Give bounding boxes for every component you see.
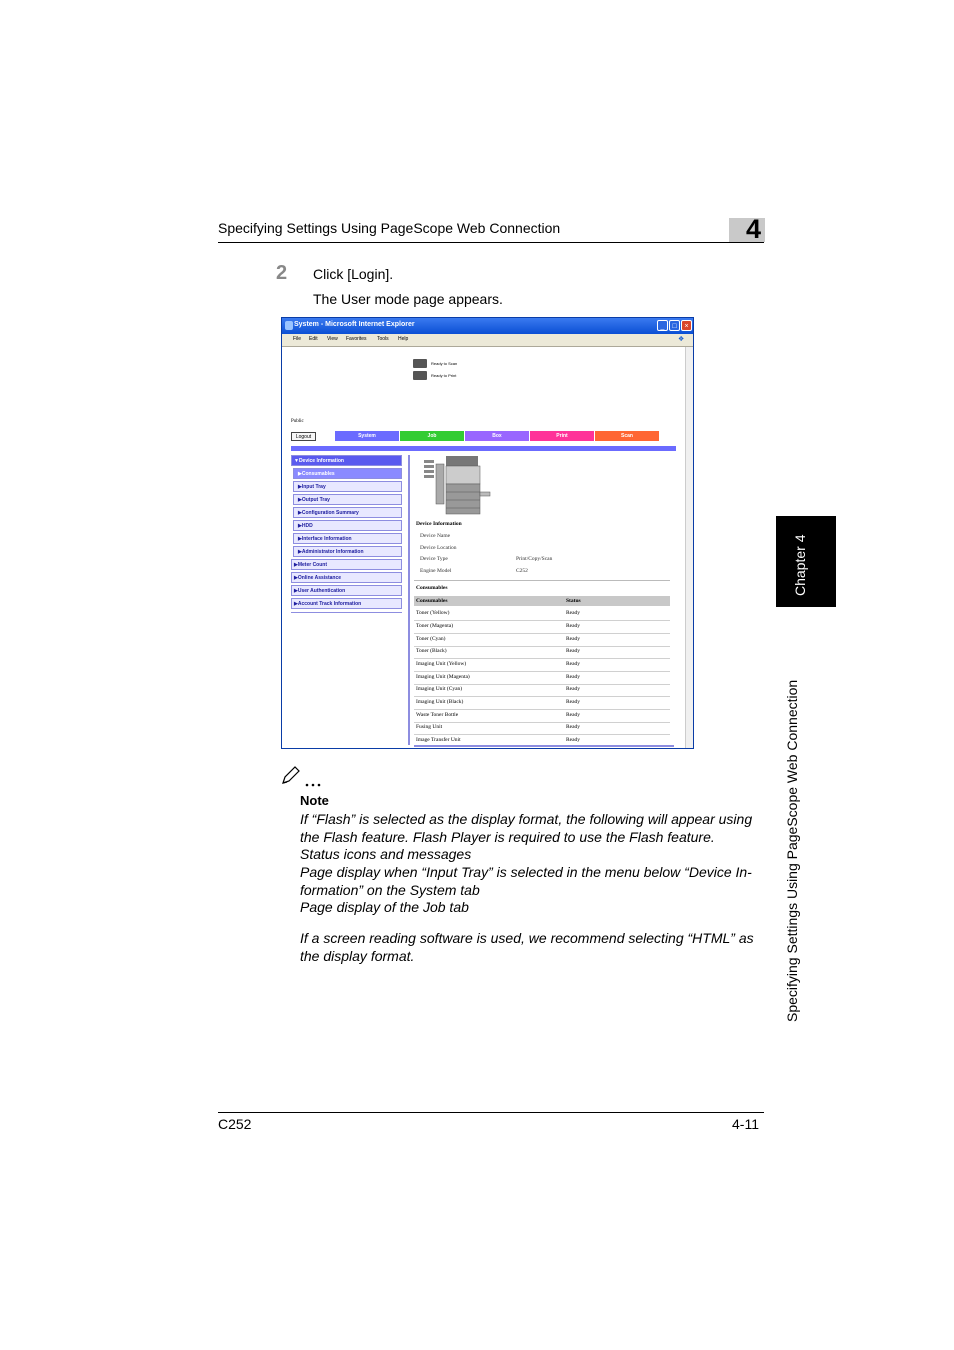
row-divider [414,722,670,723]
table-cell-status: Ready [566,636,581,642]
note-item-status-icons: Status icons and messages [300,846,472,862]
tab-system[interactable]: System [335,431,399,441]
step-number: 2 [276,262,288,284]
logout-button[interactable]: Logout [291,432,316,441]
browser-screenshot [281,317,694,749]
engine-model-value: C252 [516,568,528,574]
step-text: Click [Login]. [313,266,394,282]
note-pencil-icon [281,765,325,787]
table-row: Imaging Unit (Magenta) [416,674,470,680]
column-header-consumables: Consumables [416,598,448,604]
status-scan: Ready to Scan [431,361,458,366]
sidebar-item-meter-count[interactable]: ▶Meter Count [291,559,402,570]
sidebar-item-configuration-summary[interactable]: ▶Configuration Summary [293,507,402,518]
sidebar-item-device-information[interactable]: ▼Device Information [291,455,402,466]
device-info-rule [414,580,670,581]
column-header-status: Status [566,598,581,604]
table-row: Toner (Magenta) [416,623,454,629]
maximize-button[interactable]: □ [669,320,680,331]
table-row: Toner (Cyan) [416,636,446,642]
page-content [282,347,685,748]
scanner-icon [413,359,427,368]
table-cell-status: Ready [566,648,581,654]
table-cell-status: Ready [566,610,581,616]
vertical-scrollbar[interactable] [685,347,693,748]
ie-icon [285,321,293,330]
table-row: Imaging Unit (Yellow) [416,661,467,667]
copier-illustration [422,454,492,520]
row-divider [414,671,670,672]
tab-underline-bar [291,446,676,451]
chapter-side-label: Chapter 4 [792,534,808,596]
menu-help[interactable]: Help [398,336,409,342]
row-divider [414,696,670,697]
table-cell-status: Ready [566,724,581,730]
note-item-job-tab: Page display of the Job tab [300,899,469,915]
table-cell-status: Ready [566,737,581,743]
table-cell-status: Ready [566,623,581,629]
content-divider [408,455,410,745]
row-divider [414,709,670,710]
footer-model: C252 [218,1116,252,1132]
table-row: Fusing Unit [416,724,443,730]
sidebar-item-consumables[interactable]: ▶Consumables [293,468,402,479]
table-row: Image Transfer Unit [416,737,461,743]
row-divider [414,620,670,621]
table-row: Imaging Unit (Black) [416,699,464,705]
sidebar-item-account-track-information[interactable]: ▶Account Track Information [291,598,402,609]
device-info-heading: Device Information [416,521,462,527]
tab-print[interactable]: Print [530,431,594,441]
menu-view[interactable]: View [327,336,338,342]
step-subtext: The User mode page appears. [313,291,503,307]
row-divider [414,684,670,685]
row-divider [414,646,670,647]
running-header-title: Specifying Settings Using PageScope Web Connection [218,220,561,236]
minimize-button[interactable]: _ [657,320,668,331]
menu-edit[interactable]: Edit [309,336,318,342]
note-item-input-tray: Page display when “Input Tray” is selected in the menu below “Device In-formation” on the System tab [300,864,752,898]
table-cell-status: Ready [566,712,581,718]
device-type-label: Device Type [420,556,448,562]
menu-tools[interactable]: Tools [377,336,389,342]
sidebar-item-user-authentication[interactable]: ▶User Authentication [291,585,402,596]
menu-bar [282,334,693,347]
page-number: 4-11 [732,1116,759,1132]
menu-favorites[interactable]: Favorites [346,336,367,342]
sidebar-item-hdd[interactable]: ▶HDD [293,520,402,531]
table-cell-status: Ready [566,661,581,667]
sidebar-item-output-tray[interactable]: ▶Output Tray [293,494,402,505]
table-row: Imaging Unit (Cyan) [416,686,463,692]
windows-flag-icon: ❖ [678,336,685,343]
device-location-label: Device Location [420,545,457,551]
sidebar-item-administrator-information[interactable]: ▶Administrator Information [293,546,402,557]
sidebar-item-interface-information[interactable]: ▶Interface Information [293,533,402,544]
row-divider [414,658,670,659]
table-row: Toner (Yellow) [416,610,450,616]
engine-model-label: Engine Model [420,568,452,574]
user-name: Public [291,419,304,424]
table-row: Toner (Black) [416,648,447,654]
device-type-value: Print/Copy/Scan [516,556,553,562]
row-divider [414,633,670,634]
header-rule [218,242,764,243]
consumables-heading: Consumables [416,585,448,591]
printer-icon [413,371,427,380]
table-cell-status: Ready [566,686,581,692]
window-title: System - Microsoft Internet Explorer [294,321,415,328]
window-titlebar [282,318,693,334]
content-bottom-rule [414,745,674,747]
tab-box[interactable]: Box [465,431,529,441]
table-row: Waste Toner Bottle [416,712,459,718]
table-cell-status: Ready [566,674,581,680]
tab-job[interactable]: Job [400,431,464,441]
tab-scan[interactable]: Scan [595,431,659,441]
sidebar-bottom-rule [291,612,402,613]
table-cell-status: Ready [566,699,581,705]
menu-file[interactable]: File [293,336,302,342]
sidebar-item-input-tray[interactable]: ▶Input Tray [293,481,402,492]
device-name-label: Device Name [420,533,451,539]
close-button[interactable]: × [681,320,692,331]
footer-rule [218,1112,764,1113]
row-divider [414,734,670,735]
section-side-label: Specifying Settings Using PageScope Web Connection [784,679,800,1022]
chapter-number: 4 [746,214,762,244]
note-paragraph-screen-reader: If a screen reading software is used, we recommend selecting “HTML” as the display format. [300,930,754,964]
note-paragraph-flash: If “Flash” is selected as the display format, the following will appear using the Flash feature. Flash Player is required to use the Flash feature. [300,811,753,845]
note-label: Note [300,793,329,808]
consumables-table-header [414,596,670,606]
status-print: Ready to Print [431,373,457,378]
sidebar-item-online-assistance[interactable]: ▶Online Assistance [291,572,402,583]
